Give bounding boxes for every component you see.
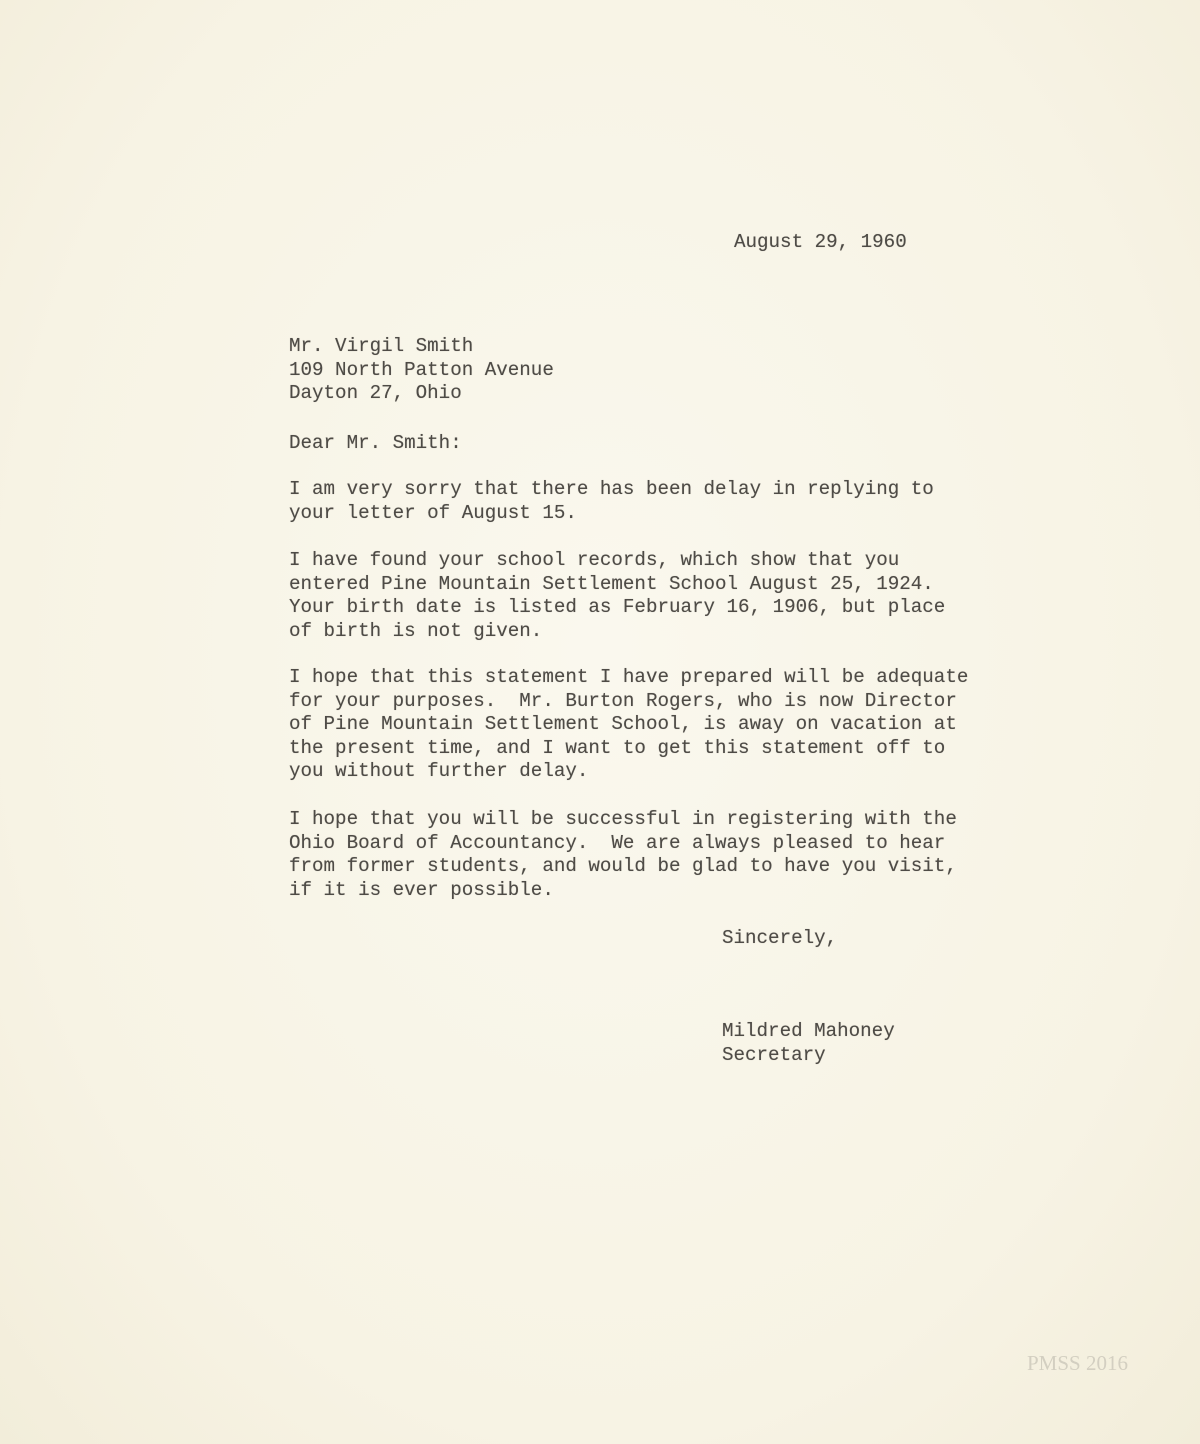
paragraph-line: entered Pine Mountain Settlement School August 25, 1924. [289,572,934,595]
salutation: Dear Mr. Smith: [289,432,462,454]
paragraph-line: your letter of August 15. [289,501,577,524]
paragraph-line: Ohio Board of Accountancy. We are always pleased to hear [289,831,946,854]
paragraph-line: I hope that this statement I have prepared will be adequate [289,666,969,688]
recipient-address [289,335,554,406]
paragraph-4 [289,808,957,902]
paragraph-line: for your purposes. Mr. Burton Rogers, who is now Director [289,689,957,712]
paragraph-line: you without further delay. [289,760,589,783]
paragraph-line: I am very sorry that there has been delay in replying to [289,478,934,500]
paragraph-line: if it is ever possible. [289,878,554,901]
paragraph-line: of Pine Mountain Settlement School, is away on vacation at [289,713,957,736]
paragraph-line: I hope that you will be successful in registering with the [289,808,957,830]
paragraph-line: I have found your school records, which show that you [289,549,900,571]
signer-name: Mildred Mahoney [722,1020,895,1042]
letter-date: August 29, 1960 [734,231,907,253]
recipient-name: Mr. Virgil Smith [289,335,474,357]
recipient-city: Dayton 27, Ohio [289,382,462,405]
paragraph-3 [289,666,968,784]
signature-block [722,1020,895,1067]
signer-title: Secretary [722,1043,826,1066]
paragraph-2 [289,549,945,643]
paragraph-line: from former students, and would be glad to have you visit, [289,855,957,878]
watermark: PMSS 2016 [1027,1351,1128,1375]
closing: Sincerely, [722,927,838,949]
paragraph-line: the present time, and I want to get this statement off to [289,736,946,759]
recipient-street: 109 North Patton Avenue [289,358,554,381]
paragraph-line: Your birth date is listed as February 16, 1906, but place [289,596,946,619]
paragraph-line: of birth is not given. [289,619,543,642]
paragraph-1 [289,478,934,525]
